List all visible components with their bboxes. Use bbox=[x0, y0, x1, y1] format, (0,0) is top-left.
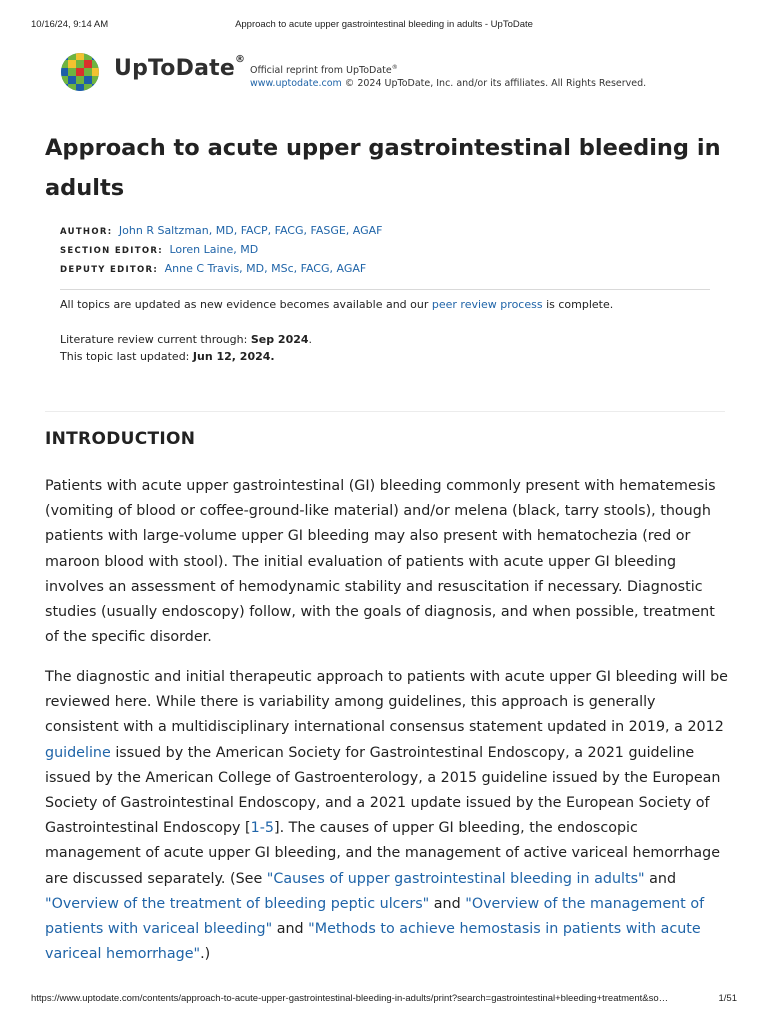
reprint-mark: ® bbox=[391, 64, 398, 71]
lit-review-line bbox=[60, 331, 312, 348]
p2-text-a: The diagnostic and initial therapeutic approach to patients with acute upper GI bleeding will be reviewed here. While there is variability among guidelines, this approach is generally consistent with a multidisciplinary international consensus statement updated in 2019, a 2012 bbox=[45, 669, 728, 736]
author-link[interactable]: John R Saltzman, MD, FACP, FACG, FASGE, AGAF bbox=[118, 224, 383, 237]
section-editor-link[interactable]: Loren Laine, MD bbox=[169, 243, 259, 256]
reprint-line bbox=[250, 61, 646, 77]
reprint-notice bbox=[250, 61, 646, 90]
author-sep: : bbox=[107, 227, 113, 237]
section-heading-introduction: INTRODUCTION bbox=[45, 429, 196, 449]
brand-name bbox=[114, 56, 245, 81]
brand-registered-mark: ® bbox=[234, 54, 246, 65]
uptodate-logo-icon bbox=[60, 52, 100, 92]
review-text-pre: All topics are updated as new evidence becomes available and our bbox=[60, 298, 432, 311]
brand-name-text: UpToDate bbox=[114, 56, 235, 81]
p2-end: .) bbox=[200, 946, 211, 963]
review-notice bbox=[60, 298, 613, 311]
deputy-editor-link[interactable]: Anne C Travis, MD, MSc, FACG, AGAF bbox=[164, 262, 367, 275]
literature-review-info bbox=[60, 331, 312, 365]
p2-text-c: ]. The causes of upper GI bleeding, the endoscopic management of acute upper GI bleeding, and the management of active variceal hemorrhage are discussed separately. (See bbox=[45, 820, 721, 887]
print-page-title: Approach to acute upper gastrointestinal bleeding in adults - UpToDate bbox=[235, 19, 533, 30]
peptic-ulcers-topic-link[interactable]: "Overview of the treatment of bleeding peptic ulcers" bbox=[45, 895, 430, 912]
last-updated-line bbox=[60, 348, 312, 365]
copyright-line bbox=[250, 77, 646, 90]
section-editor-label: SECTION EDITOR bbox=[60, 246, 159, 256]
divider bbox=[60, 289, 710, 290]
print-datetime: 10/16/24, 9:14 AM bbox=[31, 19, 109, 30]
reprint-text: Official reprint from UpToDate bbox=[250, 65, 392, 77]
causes-topic-link[interactable]: "Causes of upper gastrointestinal bleeding in adults" bbox=[266, 870, 645, 887]
hemostasis-topic-link[interactable]: "Methods to achieve hemostasis in patients with acute variceal hemorrhage" bbox=[45, 921, 701, 963]
review-text-post: is complete. bbox=[542, 298, 614, 311]
section-editor-sep: : bbox=[158, 246, 163, 256]
intro-paragraph-2 bbox=[45, 665, 730, 967]
guideline-link[interactable]: guideline bbox=[45, 744, 111, 761]
lit-review-label: Literature review current through: bbox=[60, 333, 251, 346]
page-number: 1/51 bbox=[718, 993, 737, 1004]
last-updated-value: Jun 12, 2024. bbox=[192, 350, 275, 363]
copyright-text: © 2024 UpToDate, Inc. and/or its affiliates. All Rights Reserved. bbox=[341, 78, 647, 90]
article-title: Approach to acute upper gastrointestinal bleeding in adults bbox=[45, 135, 721, 201]
deputy-editor-label: DEPUTY EDITOR bbox=[60, 265, 154, 275]
author-row bbox=[60, 222, 383, 241]
p2-and-2: and bbox=[429, 895, 466, 912]
p2-and-1: and bbox=[644, 870, 677, 887]
lit-review-end: . bbox=[308, 333, 313, 346]
section-divider bbox=[45, 411, 725, 412]
section-editor-row bbox=[60, 241, 383, 260]
peer-review-link[interactable]: peer review process bbox=[431, 298, 543, 311]
references-link[interactable]: 1-5 bbox=[250, 820, 274, 837]
authors-block bbox=[60, 222, 383, 279]
p2-text-b: issued by the American Society for Gastrointestinal Endoscopy, a 2021 guideline issued by the American College of Gastroenterology, a 2015 guideline issued by the European Society of Gastrointestinal Endoscopy, and a 2021 update issued by the European Society of Gastrointestinal Endoscopy [ bbox=[45, 744, 721, 837]
p2-and-3: and bbox=[272, 921, 309, 938]
deputy-editor-row bbox=[60, 260, 383, 279]
deputy-editor-sep: : bbox=[153, 265, 159, 275]
intro-paragraph-1: Patients with acute upper gastrointestinal (GI) bleeding commonly present with hematemesis (vomiting of blood or coffee-ground-like material) and/or melena (black, tarry stools), though patients with large-volume upper GI bleeding may also present with hematochezia (red or maroon blood with stool). The initial evaluation of patients with acute upper GI bleeding involves an assessment of hemodynamic stability and resuscitation if necessary. Diagnostic studies (usually endoscopy) follow, with the goals of diagnosis, and when possible, treatment of the specific disorder. bbox=[45, 478, 716, 646]
author-label: AUTHOR bbox=[60, 227, 108, 237]
print-footer-url: https://www.uptodate.com/contents/approach-to-acute-upper-gastrointestinal-bleeding-in-adults/print?search=gastrointestinal+bleeding+treatment&so… bbox=[31, 993, 669, 1004]
lit-review-value: Sep 2024 bbox=[250, 333, 309, 346]
last-updated-label: This topic last updated: bbox=[60, 350, 193, 363]
variceal-bleeding-topic-link[interactable]: "Overview of the management of patients with variceal bleeding" bbox=[45, 895, 705, 938]
site-link[interactable]: www.uptodate.com bbox=[250, 78, 342, 90]
